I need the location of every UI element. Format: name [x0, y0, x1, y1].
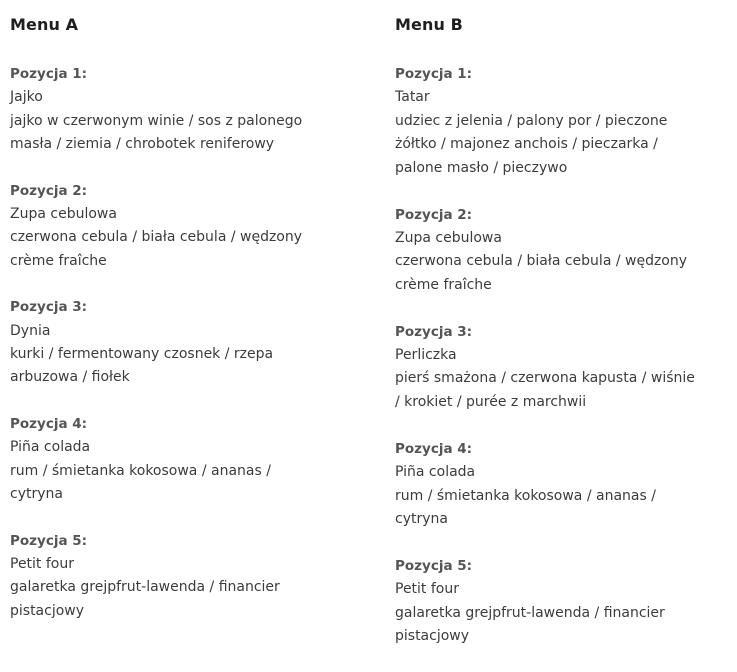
menu-b-column — [395, 14, 731, 672]
menu-a-column — [10, 14, 370, 646]
menu-title: Menu B — [395, 15, 463, 34]
item-description-line: / krokiet / purée z marchwii — [395, 393, 587, 410]
item-description-line: crème fraîche — [10, 252, 107, 269]
item-label: Pozycja 4: — [10, 415, 88, 432]
item-name: Jajko — [10, 89, 43, 106]
menu-item — [395, 555, 731, 649]
item-name: Piña colada — [395, 464, 476, 481]
item-name: Petit four — [395, 581, 459, 598]
item-description-line: galaretka grejpfrut-lawenda / financier — [10, 579, 280, 596]
item-label: Pozycja 3: — [395, 323, 473, 340]
item-label: Pozycja 5: — [10, 532, 88, 549]
menu-item — [395, 438, 731, 532]
item-label: Pozycja 3: — [10, 299, 88, 316]
menu-item — [10, 180, 370, 274]
menu-item — [395, 204, 731, 298]
item-description-line: pierś smażona / czerwona kapusta / wiśnie — [395, 370, 695, 387]
item-description-line: cytryna — [395, 511, 448, 527]
item-description-line: galaretka grejpfrut-lawenda / financier — [395, 604, 665, 621]
menu-item — [10, 530, 370, 624]
menu-title: Menu A — [10, 15, 79, 34]
item-description-line: rum / śmietanka kokosowa / ananas / — [10, 462, 271, 479]
item-description-line: pistacjowy — [395, 628, 470, 645]
item-label: Pozycja 2: — [395, 206, 473, 223]
item-description-line: czerwona cebula / biała cebula / wędzony — [10, 229, 303, 246]
item-name: Dynia — [10, 322, 51, 339]
item-description-line: rum / śmietanka kokosowa / ananas / — [395, 487, 656, 504]
item-label: Pozycja 2: — [10, 182, 88, 199]
menu-item — [395, 63, 731, 180]
item-description-line: palone masło / pieczywo — [395, 159, 568, 176]
item-description-line: udziec z jelenia / palony por / pieczone — [395, 112, 668, 129]
item-label: Pozycja 1: — [395, 66, 473, 82]
item-label: Pozycja 5: — [395, 557, 473, 574]
item-description-line: crème fraîche — [395, 276, 492, 293]
item-name: Perliczka — [395, 347, 457, 364]
item-description-line: jajko w czerwonym winie / sos z palonego — [10, 112, 303, 129]
item-name: Piña colada — [10, 439, 91, 456]
item-description-line: masła / ziemia / chrobotek reniferowy — [10, 136, 275, 153]
item-description-line: żółtko / majonez anchois / pieczarka / — [395, 136, 658, 153]
item-description-line: arbuzowa / fiołek — [10, 369, 130, 386]
item-description-line: czerwona cebula / biała cebula / wędzony — [395, 253, 688, 270]
item-name: Petit four — [10, 555, 74, 572]
menu-item — [10, 296, 370, 390]
item-name: Zupa cebulowa — [10, 206, 117, 223]
menu-item — [10, 63, 370, 157]
item-description-line: cytryna — [10, 486, 63, 503]
item-description-line: kurki / fermentowany czosnek / rzepa — [10, 346, 274, 363]
item-name: Tatar — [395, 89, 430, 106]
menu-item — [10, 413, 370, 507]
item-name: Zupa cebulowa — [395, 229, 502, 246]
item-label: Pozycja 4: — [395, 440, 473, 457]
item-label: Pozycja 1: — [10, 66, 88, 82]
item-description-line: pistacjowy — [10, 602, 85, 619]
menu-item — [395, 321, 731, 415]
